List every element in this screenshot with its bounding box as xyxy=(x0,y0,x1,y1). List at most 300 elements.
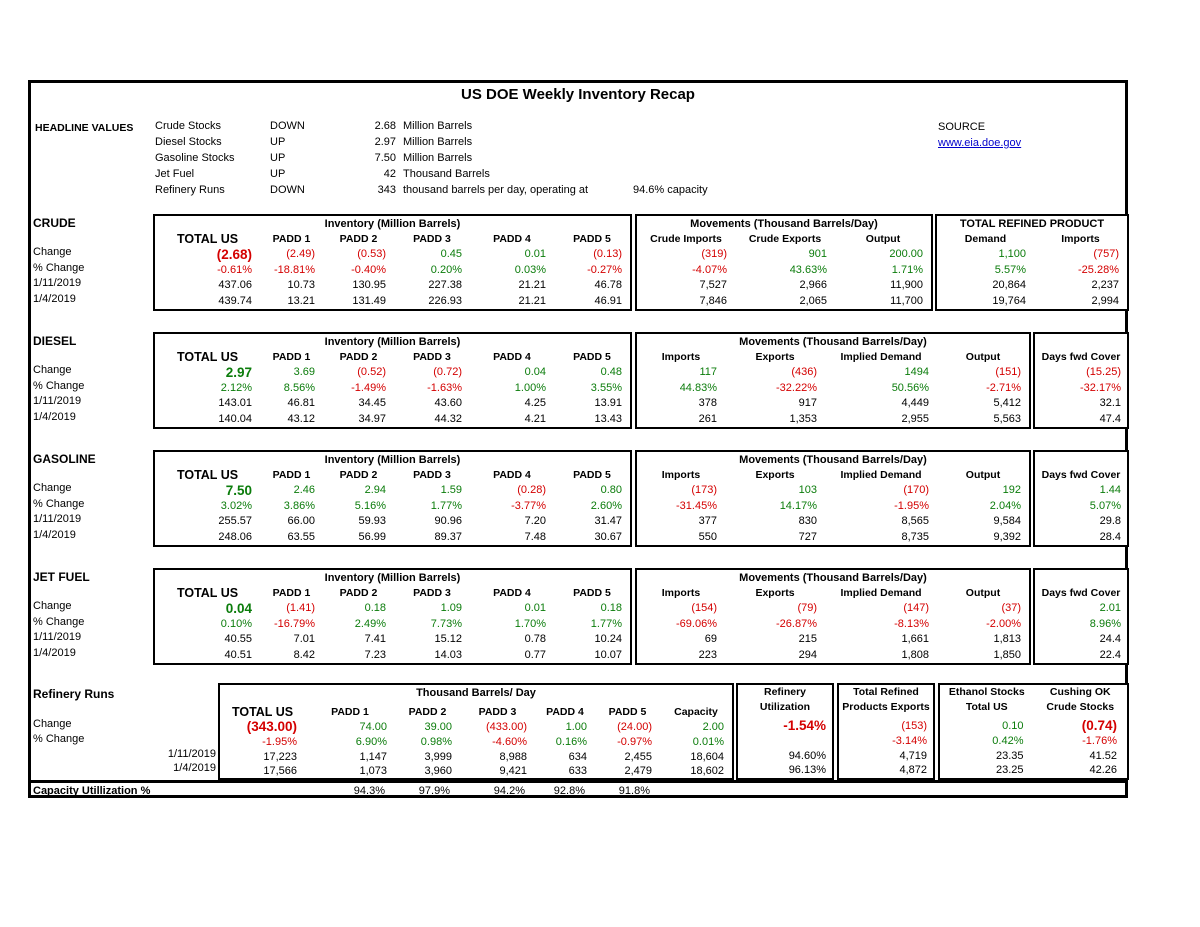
cell: 28.4 xyxy=(1099,530,1121,543)
cell: 0.42% xyxy=(992,734,1024,747)
table-row xyxy=(1035,499,1127,515)
section-label: DIESEL xyxy=(33,334,77,348)
header-row xyxy=(1035,585,1127,601)
cell: 143.01 xyxy=(218,397,252,409)
cell: -26.87% xyxy=(776,617,817,630)
column-header: PADD 4 xyxy=(493,351,531,363)
cell: (2.68) xyxy=(216,247,252,262)
table-row xyxy=(839,763,933,778)
cell: (0.53) xyxy=(357,248,386,260)
table-title: Movements (Thousand Barrels/Day) xyxy=(739,572,927,584)
cell: 1.00 xyxy=(565,721,587,733)
table-row xyxy=(1035,530,1127,546)
cell: 7,527 xyxy=(699,279,727,291)
headline-value: 2.97 xyxy=(374,136,396,148)
capacity-utilization-value: 94.2% xyxy=(493,785,525,797)
row-label: % Change xyxy=(33,497,85,510)
cell: -1.76% xyxy=(1082,734,1117,747)
cell: 3.02% xyxy=(220,499,252,512)
cell: 1494 xyxy=(904,366,929,378)
cell: 0.03% xyxy=(514,263,546,276)
cell: 0.78 xyxy=(524,633,546,645)
section-label: Refinery Runs xyxy=(33,687,115,701)
table-row xyxy=(738,749,832,764)
table-row xyxy=(1035,514,1127,530)
column-header: PADD 1 xyxy=(272,469,311,481)
column-header: Exports xyxy=(755,469,795,481)
cell: 41.52 xyxy=(1089,749,1117,762)
cell: (0.74) xyxy=(1081,718,1117,733)
cell: 1,808 xyxy=(901,648,929,661)
table-row xyxy=(937,294,1127,310)
cell: 6.90% xyxy=(355,735,387,748)
table-title: Inventory (Million Barrels) xyxy=(324,454,461,466)
cell: 5.57% xyxy=(994,263,1026,276)
cell: -32.17% xyxy=(1080,381,1121,394)
table-row xyxy=(937,247,1127,263)
cell: 23.35 xyxy=(995,749,1024,762)
header-row xyxy=(637,231,931,247)
cell: 439.74 xyxy=(218,294,252,307)
cell: (15.25) xyxy=(1086,366,1121,378)
header-row xyxy=(839,685,933,700)
source-link[interactable]: www.eia.doe.gov xyxy=(938,137,1022,149)
table-row xyxy=(637,499,1029,515)
cell: 2.12% xyxy=(220,381,252,394)
row-label: 1/11/2019 xyxy=(33,277,82,289)
cell: 140.04 xyxy=(218,412,252,425)
cell: -1.95% xyxy=(894,499,929,512)
table-row xyxy=(637,278,931,294)
cell: 0.18 xyxy=(600,602,622,614)
cell: 8,735 xyxy=(901,530,929,543)
capacity-utilization-value: 92.8% xyxy=(553,785,585,797)
column-header: Imports xyxy=(661,469,701,481)
column-header: Total Refined xyxy=(853,686,919,698)
table-title xyxy=(1035,570,1127,585)
cell: 1.59 xyxy=(440,484,462,496)
cell: 17,566 xyxy=(263,765,297,778)
cell: 94.60% xyxy=(788,749,826,762)
column-header: Implied Demand xyxy=(840,587,922,599)
column-header: PADD 4 xyxy=(493,469,531,481)
column-header: PADD 3 xyxy=(413,469,451,481)
cell: 66.00 xyxy=(287,515,315,527)
cell: 0.77 xyxy=(524,648,546,661)
cell: (154) xyxy=(691,602,717,614)
cell: 13.21 xyxy=(287,294,315,307)
column-header: PADD 1 xyxy=(331,706,369,718)
jet-fuel-inventory-table xyxy=(153,568,632,665)
cell: 3,960 xyxy=(424,765,452,778)
cell: 1.44 xyxy=(1099,484,1121,496)
row-label: 1/11/2019 xyxy=(33,395,82,407)
refined-products-exports-table xyxy=(837,683,935,780)
column-header: TOTAL US xyxy=(176,350,239,364)
jet-fuel-movements-table xyxy=(635,568,1031,665)
cell: 31.47 xyxy=(594,515,622,527)
headline-direction: UP xyxy=(270,168,286,180)
row-label: 1/11/2019 xyxy=(167,747,216,760)
table-row xyxy=(839,749,933,764)
refinery-runs-table xyxy=(218,683,734,780)
cell: 42.26 xyxy=(1089,764,1117,777)
header-row xyxy=(637,349,1029,365)
table-row xyxy=(637,648,1029,664)
row-label: 1/4/2019 xyxy=(33,292,76,305)
cell: 7.50 xyxy=(225,483,252,498)
cell: 1,661 xyxy=(901,633,929,645)
cell: 7.23 xyxy=(364,648,386,661)
column-header: PADD 3 xyxy=(413,233,451,245)
jet-fuel-days-cover-table xyxy=(1033,568,1129,665)
cell: 32.1 xyxy=(1099,397,1121,409)
row-label: 1/4/2019 xyxy=(33,528,76,541)
column-header: Days fwd Cover xyxy=(1041,587,1121,599)
diesel-days-cover-table xyxy=(1033,332,1129,429)
table-row xyxy=(637,514,1029,530)
cell: 634 xyxy=(568,750,587,763)
cell: -18.81% xyxy=(274,263,315,276)
column-header: Total US xyxy=(965,701,1008,713)
cell: 550 xyxy=(698,530,717,543)
cell: 8.56% xyxy=(283,381,315,394)
column-header: PADD 3 xyxy=(413,587,451,599)
cell: 0.98% xyxy=(420,735,452,748)
cell: 2.94 xyxy=(364,484,386,496)
header-row xyxy=(738,700,832,715)
section-label: GASOLINE xyxy=(33,452,96,466)
cell: 7.41 xyxy=(364,633,386,645)
page-title: US DOE Weekly Inventory Recap xyxy=(461,86,695,103)
cell: -0.40% xyxy=(351,263,386,276)
table-row xyxy=(1035,483,1127,499)
cell: 11,700 xyxy=(890,294,923,307)
cell: 13.43 xyxy=(594,412,622,425)
column-header: Imports xyxy=(661,351,701,363)
row-label: Change xyxy=(33,600,72,612)
row-label: Change xyxy=(33,246,72,258)
cell: 43.12 xyxy=(287,412,315,425)
column-header: PADD 2 xyxy=(339,587,378,599)
cell: 4,449 xyxy=(901,397,929,409)
cell: 24.4 xyxy=(1099,633,1121,645)
cell: 2,994 xyxy=(1091,294,1119,307)
cell: 294 xyxy=(798,648,817,661)
cell: -1.63% xyxy=(427,381,462,394)
cell: 1.00% xyxy=(514,381,546,394)
cell: 34.45 xyxy=(358,397,386,409)
header-row xyxy=(155,231,630,247)
cell: 2.00 xyxy=(702,721,724,733)
cell: 0.48 xyxy=(600,366,622,378)
table-row xyxy=(155,499,630,515)
cell: 0.01% xyxy=(692,735,724,748)
cell: (1.41) xyxy=(286,602,315,614)
cell: (0.13) xyxy=(593,248,622,260)
cell: 2.01 xyxy=(1099,602,1121,614)
cell: 2,455 xyxy=(624,750,652,763)
table-title xyxy=(1035,334,1127,349)
column-header: PADD 5 xyxy=(608,706,647,718)
table-row xyxy=(1035,632,1127,648)
table-row xyxy=(155,412,630,428)
table-row xyxy=(155,514,630,530)
cell: 59.93 xyxy=(358,515,386,527)
header-row xyxy=(1035,467,1127,483)
cell: 40.51 xyxy=(224,648,252,661)
headline-item: Crude Stocks xyxy=(155,120,222,132)
cell: 1.77% xyxy=(590,617,622,630)
cell: (343.00) xyxy=(246,719,297,734)
cell: 2,955 xyxy=(901,412,929,425)
cell: 5,412 xyxy=(993,397,1021,409)
capacity-utilization-value: 94.3% xyxy=(353,785,385,797)
cell: (2.49) xyxy=(286,248,315,260)
column-header: Imports xyxy=(661,587,701,599)
cell: 89.37 xyxy=(434,530,462,543)
cell: 56.99 xyxy=(358,530,386,543)
cell: (151) xyxy=(995,366,1021,378)
capacity-utilization-value: 91.8% xyxy=(618,785,650,797)
cell: -2.71% xyxy=(986,381,1021,394)
header-row xyxy=(155,467,630,483)
table-row xyxy=(940,734,1127,749)
cell: 1.09 xyxy=(440,602,462,614)
headline-item: Jet Fuel xyxy=(155,168,195,180)
table-row xyxy=(637,263,931,279)
headline-label: HEADLINE VALUES xyxy=(35,122,134,134)
column-header: TOTAL US xyxy=(176,586,239,600)
cell: -0.27% xyxy=(587,263,622,276)
column-header: Crude Stocks xyxy=(1046,701,1115,713)
cell: 10.24 xyxy=(594,633,622,645)
headline-item: Gasoline Stocks xyxy=(155,152,235,164)
cell: 1,850 xyxy=(993,648,1021,661)
headline-value: 7.50 xyxy=(374,152,396,164)
section-label: CRUDE xyxy=(33,216,76,230)
cell: -3.14% xyxy=(892,734,927,747)
cell: 43.63% xyxy=(789,263,827,276)
row-label: Change xyxy=(33,364,72,376)
table-row xyxy=(637,632,1029,648)
table-row xyxy=(155,278,630,294)
cell: (153) xyxy=(901,720,927,732)
cell: 0.01 xyxy=(524,602,546,614)
column-header: PADD 2 xyxy=(408,706,447,718)
table-row xyxy=(155,617,630,633)
header-row xyxy=(940,685,1127,700)
column-header: Imports xyxy=(1061,233,1100,245)
section-label: JET FUEL xyxy=(33,570,90,584)
table-row xyxy=(637,294,931,310)
cell: 96.13% xyxy=(788,764,826,777)
cell: 74.00 xyxy=(359,721,387,733)
cell: 0.80 xyxy=(600,484,622,496)
table-row xyxy=(637,396,1029,412)
cell: (0.72) xyxy=(433,366,462,378)
cell: 2.49% xyxy=(354,617,386,630)
cell: 5.07% xyxy=(1089,499,1121,512)
cell: 7.01 xyxy=(293,633,315,645)
column-header: Days fwd Cover xyxy=(1041,351,1121,363)
cell: 3.55% xyxy=(590,381,622,394)
table-row xyxy=(839,734,933,749)
table-row xyxy=(220,750,732,765)
table-row xyxy=(1035,412,1127,428)
column-header: Ethanol Stocks xyxy=(948,686,1025,698)
headline-direction: UP xyxy=(270,152,286,164)
table-row xyxy=(1035,648,1127,664)
refinery-utilization-table xyxy=(736,683,834,780)
cell: 226.93 xyxy=(428,294,462,307)
cell: 378 xyxy=(698,397,717,409)
column-header: Refinery xyxy=(763,686,806,698)
headline-direction: UP xyxy=(270,136,286,148)
cell: 130.95 xyxy=(352,279,386,291)
column-header: Products Exports xyxy=(842,701,930,713)
cell: 10.73 xyxy=(287,279,315,291)
gasoline-inventory-table xyxy=(153,450,632,547)
cell: 13.91 xyxy=(594,397,622,409)
cell: -2.00% xyxy=(986,617,1021,630)
cell: 22.4 xyxy=(1099,648,1121,661)
cell: -1.95% xyxy=(262,735,297,748)
cell: 3.69 xyxy=(293,366,315,378)
headline-direction: DOWN xyxy=(270,184,305,196)
cell: 192 xyxy=(1002,484,1021,496)
cell: 117 xyxy=(699,366,717,378)
table-title: Thousand Barrels/ Day xyxy=(416,687,536,699)
capacity-utilization-row xyxy=(31,780,1125,798)
column-header: PADD 1 xyxy=(272,587,311,599)
crude-movements-table xyxy=(635,214,933,311)
cell: 223 xyxy=(698,648,717,661)
cell: -4.07% xyxy=(692,263,727,276)
column-header: PADD 1 xyxy=(272,233,311,245)
cell: 5.16% xyxy=(354,499,386,512)
table-row xyxy=(155,381,630,397)
column-header: Utilization xyxy=(759,701,811,713)
column-header: Exports xyxy=(755,587,795,599)
column-header: Output xyxy=(965,587,1001,599)
cell: 830 xyxy=(798,515,817,527)
cell: 2,065 xyxy=(799,294,827,307)
cell: (319) xyxy=(701,248,727,260)
cell: -1.49% xyxy=(351,381,386,394)
table-title: Inventory (Million Barrels) xyxy=(324,336,461,348)
headline-item: Diesel Stocks xyxy=(155,136,222,148)
cell: 29.8 xyxy=(1099,515,1121,527)
headline-item: Refinery Runs xyxy=(155,184,225,196)
cell: (0.28) xyxy=(517,484,546,496)
cell: 1,147 xyxy=(359,750,387,763)
column-header: Crude Imports xyxy=(650,233,722,245)
diesel-inventory-table xyxy=(153,332,632,429)
cell: (436) xyxy=(791,366,817,378)
column-header: PADD 2 xyxy=(339,351,378,363)
cell: 2.60% xyxy=(590,499,622,512)
column-header: PADD 2 xyxy=(339,233,378,245)
cell: 15.12 xyxy=(434,633,462,645)
cell: 20,864 xyxy=(992,279,1026,291)
row-label: 1/4/2019 xyxy=(33,646,76,659)
cell: 4,719 xyxy=(899,749,927,762)
cell: 69 xyxy=(704,633,717,645)
cell: 901 xyxy=(808,248,827,260)
column-header: PADD 2 xyxy=(339,469,378,481)
cell: 21.21 xyxy=(518,279,546,291)
cell: 1,813 xyxy=(993,633,1021,645)
headline-unit: Million Barrels xyxy=(403,152,473,164)
headline-unit: Million Barrels xyxy=(403,136,473,148)
cell: 8.96% xyxy=(1089,617,1121,630)
cell: 2.04% xyxy=(989,499,1021,512)
cell: 7.48 xyxy=(524,530,546,543)
cell: 1,100 xyxy=(998,248,1026,260)
cell: 2,479 xyxy=(624,765,652,778)
crude-inventory-table xyxy=(153,214,632,311)
cell: 90.96 xyxy=(434,515,462,527)
cell: -25.28% xyxy=(1078,263,1119,276)
row-label: % Change xyxy=(33,732,85,745)
table-title: Movements (Thousand Barrels/Day) xyxy=(739,454,927,466)
gasoline-movements-table xyxy=(635,450,1031,547)
column-header: Output xyxy=(965,351,1001,363)
row-label: Change xyxy=(33,482,72,494)
cell: -16.79% xyxy=(274,617,315,630)
cell: 11,900 xyxy=(890,279,923,291)
table-row xyxy=(155,530,630,546)
column-header: Cushing OK xyxy=(1049,686,1111,698)
table-row xyxy=(940,749,1127,764)
header-row xyxy=(220,704,732,720)
table-row xyxy=(940,719,1127,734)
cell: 261 xyxy=(698,412,717,425)
cell: 1,353 xyxy=(789,412,817,425)
header-row xyxy=(155,585,630,601)
row-label: % Change xyxy=(33,261,85,274)
cell: 103 xyxy=(798,484,817,496)
column-header: Exports xyxy=(755,351,795,363)
cell: 46.78 xyxy=(594,279,622,291)
table-row xyxy=(637,381,1029,397)
column-header: Output xyxy=(865,233,901,245)
table-row xyxy=(940,763,1127,778)
cell: 17,223 xyxy=(263,750,297,763)
cell: -31.45% xyxy=(676,499,717,512)
table-row xyxy=(937,278,1127,294)
cell: 1.77% xyxy=(430,499,462,512)
cell: -8.13% xyxy=(894,617,929,630)
column-header: TOTAL US xyxy=(176,232,239,246)
cell: (24.00) xyxy=(617,721,652,733)
table-row xyxy=(637,412,1029,428)
row-label: 1/11/2019 xyxy=(33,513,82,525)
cell: 377 xyxy=(698,515,717,527)
table-title: Movements (Thousand Barrels/Day) xyxy=(690,218,878,230)
cell: 63.55 xyxy=(287,530,315,543)
header-row xyxy=(1035,349,1127,365)
cell: 2.46 xyxy=(293,484,315,496)
table-row xyxy=(637,530,1029,546)
cell: 39.00 xyxy=(424,721,452,733)
table-row xyxy=(937,263,1127,279)
cell: 0.04 xyxy=(524,366,546,378)
cell: 0.18 xyxy=(364,602,386,614)
table-row xyxy=(155,483,630,499)
cell: 200.00 xyxy=(889,248,923,260)
